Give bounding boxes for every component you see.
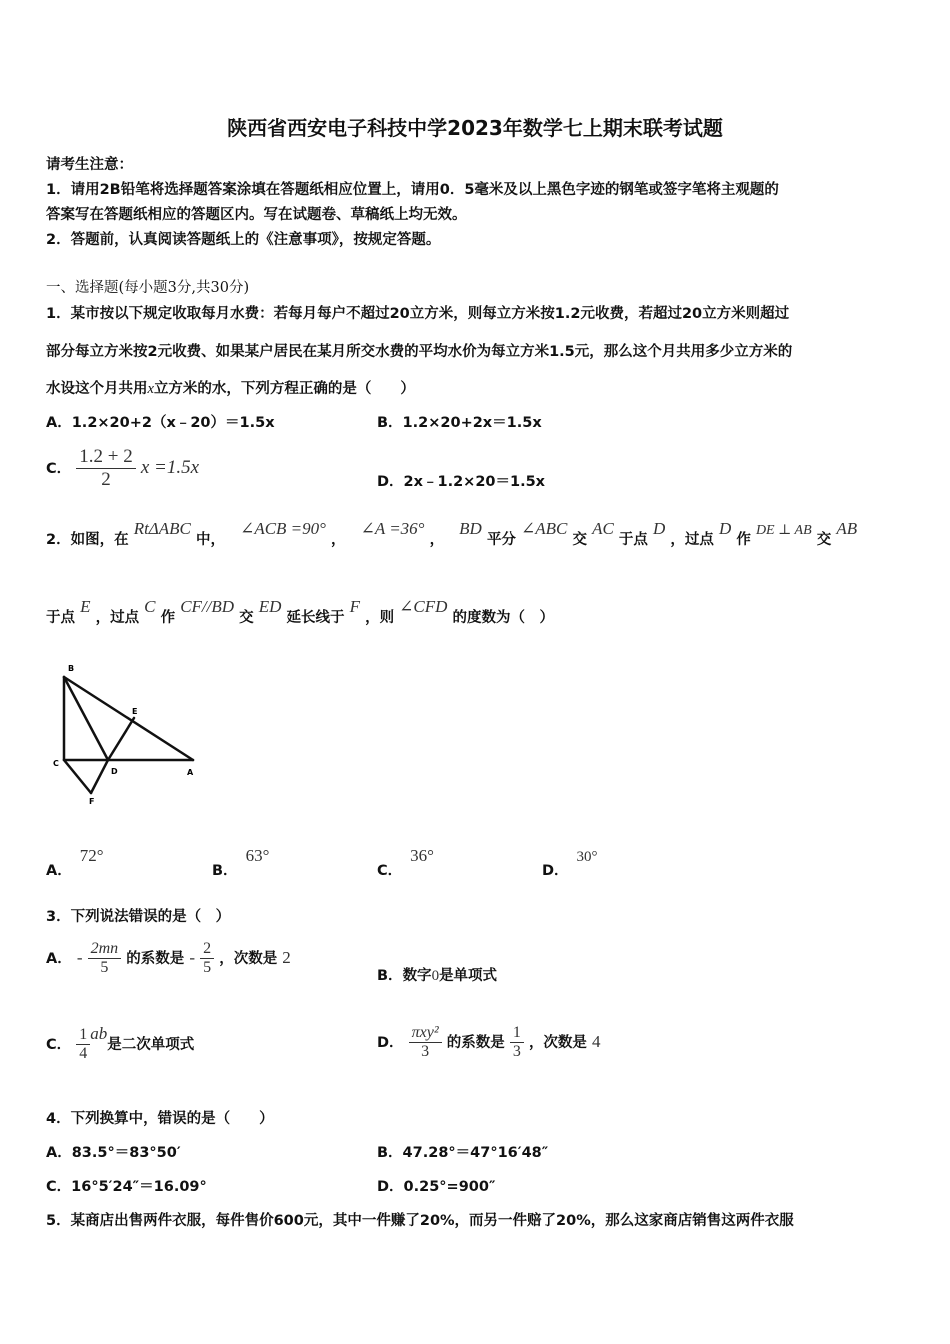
q2-option-a[interactable]: A．72° [46,846,104,879]
q4-option-a[interactable]: A．83.5°＝83°50′ [46,1145,181,1161]
q2-stem-line-1: 2．如图，在 RtΔABC 中， ∠ACB =90° ， ∠A =36° ， BD 平分 ∠ABC 交 AC 于点 D ，过点 D 作 DE ⊥ AB 交 AB [46,519,858,548]
page-title: 陕西省西安电子科技中学2023年数学七上期末联考试题 [227,116,723,140]
q2-option-c[interactable]: C．36° [377,846,434,879]
label-b: B [68,664,75,673]
line-bd [64,677,108,760]
q3-option-c[interactable]: C． $\frac{1}{4}$ ab是二次单项式 [46,1024,195,1062]
line-fd [91,760,108,793]
q4-option-b[interactable]: B．47.28°＝47°16′48″ [377,1145,549,1161]
label-d: D [111,767,118,776]
label-f: F [89,797,95,806]
notice-line-1a: 1．请用2B铅笔将选择题答案涂填在答题纸相应位置上，请用0．5毫米及以上黑色字迹的钢笔或签字笔将主观题的 [46,182,779,198]
q3-c-fraction: $\frac{1}{4}$ [76,1026,90,1063]
section-heading: 一、选择题(每小题3分,共30分) [46,280,250,296]
label-e: E [132,707,138,716]
label-a: A [187,768,194,777]
q3-option-d[interactable]: D． $\frac{\text{πxy²}}{3}$ 的系数是 $\frac{1}{3}$ ，次数是 4 [377,1024,601,1060]
q2-option-d[interactable]: D．30° [542,849,598,879]
q1-option-b[interactable]: B．1.2×20+2x＝1.5x [377,415,542,431]
q4-stem: 4．下列换算中，错误的是（ ） [46,1111,274,1127]
q3-d-coef-fraction: $\frac{1}{3}$ [510,1024,524,1061]
q3-a-fraction: $\frac{2mn}{5}$ [88,940,122,977]
q1-option-d[interactable]: D．2x﹣1.2×20＝1.5x [377,474,546,490]
q5-stem-line-1: 5．某商店出售两件衣服，每件售价600元，其中一件赚了20%，而另一件赔了20%，那么这家商店销售这两件衣服 [46,1213,794,1229]
triangle-figure [48,660,208,810]
line-ba [64,677,193,760]
q3-option-a[interactable]: A． - $\frac{2mn}{5}$ 的系数是 - $\frac{2}{5}$ ，次数是 2 [46,940,291,976]
q1-stem-line-2: 部分每立方米按2元收费、如果某户居民在某月所交水费的平均水价为每立方米1.5元，那么这个月共用多少立方米的 [46,344,793,360]
q4-option-c[interactable]: C．16°5′24″＝16.09° [46,1179,207,1195]
line-de [108,718,134,760]
label-c: C [53,759,59,768]
q4-option-d[interactable]: D．0.25°=900″ [377,1179,496,1195]
q3-option-b[interactable]: B．数字0是单项式 [377,968,498,984]
q1-stem-line-3: 水设这个月共用x立方米的水，下列方程正确的是（ ） [46,381,415,397]
q1-option-a[interactable]: A．1.2×20+2（x﹣20）＝1.5x [46,415,275,431]
q1-stem-line-1: 1．某市按以下规定收取每月水费：若每月每户不超过20立方米，则每立方米按1.2元收费，若超过20立方米则超过 [46,306,790,322]
q3-d-fraction: $\frac{\text{πxy²}}{3}$ [409,1024,442,1061]
line-cf [64,760,91,793]
q2-option-b[interactable]: B．63° [212,846,270,879]
q1-option-c[interactable]: C． $\frac{1.2 + 2}{2}$ x =1.5x [46,446,199,490]
q2-stem-line-2: 于点 E ，过点 C 作 CF//BD 交 ED 延长线于 F ，则 ∠CFD 的度数为（ ） [46,597,555,626]
q3-a-coef-fraction: $\frac{2}{5}$ [200,940,214,977]
q3-stem: 3．下列说法错误的是（ ） [46,909,231,925]
notice-line-1b: 答案写在答题纸相应的答题区内。写在试题卷、草稿纸上均无效。 [46,207,467,223]
notice-heading: 请考生注意： [46,157,133,173]
q1-c-fraction: $\frac{1.2 + 2}{2}$ [76,446,135,491]
notice-line-2: 2．答题前，认真阅读答题纸上的《注意事项》，按规定答题。 [46,232,441,248]
